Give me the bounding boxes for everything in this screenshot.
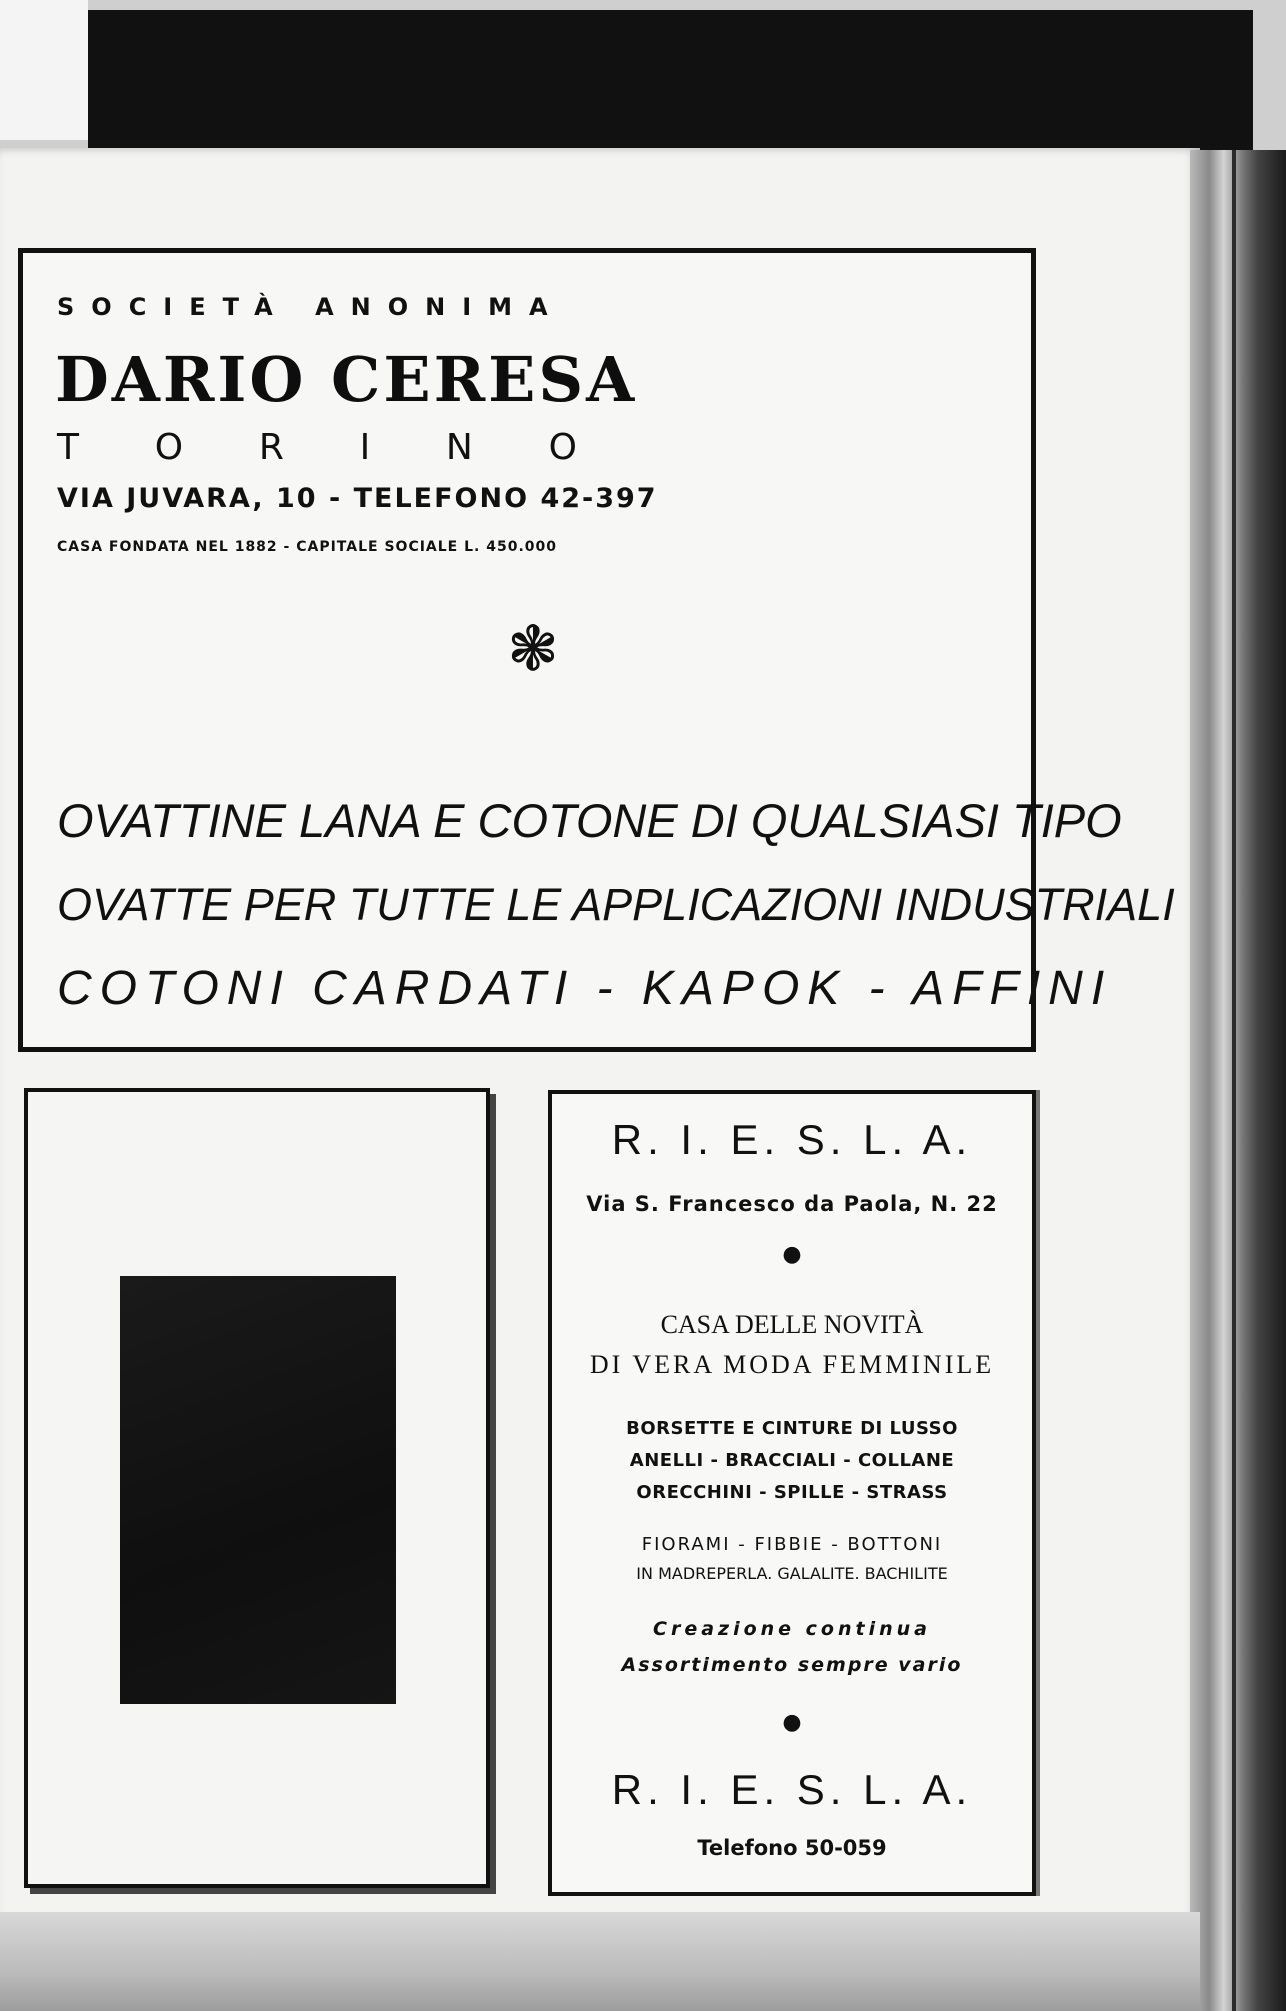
company-type: SOCIETÀ ANONIMA	[57, 293, 565, 321]
dark-photograph	[120, 1276, 396, 1704]
ad-photo-frame	[24, 1088, 490, 1888]
brand-name: DARIO CERESA	[55, 343, 638, 416]
slogan: Assortimento sempre vario	[621, 1654, 963, 1676]
book-spine	[1190, 150, 1286, 2011]
slogan: Creazione continua	[653, 1618, 931, 1640]
city-letter: T	[57, 427, 79, 468]
items-line: FIORAMI - FIBBIE - BOTTONI	[641, 1534, 943, 1555]
product-line: COTONI CARDATI - KAPOK - AFFINI	[57, 962, 1113, 1015]
product-line: OVATTE PER TUTTE LE APPLICAZIONI INDUSTRIALI	[57, 879, 1175, 930]
tagline: CASA DELLE NOVITÀ	[660, 1310, 924, 1339]
ad-dario-ceresa	[18, 248, 1175, 1052]
city-name	[57, 427, 577, 468]
items-line: ANELLI - BRACCIALI - COLLANE	[629, 1450, 955, 1471]
city-letter: R	[258, 427, 284, 468]
product-line: OVATTINE LANA E COTONE DI QUALSIASI TIPO	[57, 794, 1122, 847]
city-letter: O	[154, 427, 184, 468]
flower-ornament-icon: ❃	[507, 612, 559, 685]
spine-edge	[1232, 150, 1236, 2011]
city-letter: O	[548, 427, 577, 468]
riesla-phone: Telefono 50-059	[697, 1836, 887, 1860]
address-line: VIA JUVARA, 10 - TELEFONO 42-397	[57, 483, 658, 514]
items-line: ORECCHINI - SPILLE - STRASS	[636, 1482, 948, 1503]
scan-margin	[0, 0, 88, 140]
ad-riesla	[548, 1090, 1036, 1896]
riesla-title-bottom: R. I. E. S. L. A.	[611, 1766, 973, 1813]
items-line: BORSETTE E CINTURE DI LUSSO	[626, 1418, 958, 1439]
city-letter: I	[359, 427, 371, 468]
tagline: DI VERA MODA FEMMINILE	[589, 1350, 995, 1379]
scan-dark-band	[88, 10, 1253, 158]
bullet-icon: ●	[782, 1242, 802, 1267]
page-bottom-shadow	[0, 1912, 1200, 2011]
founded-line: CASA FONDATA NEL 1882 - CAPITALE SOCIALE L. 450.000	[57, 539, 557, 555]
city-letter: N	[445, 427, 473, 468]
bullet-icon: ●	[782, 1710, 802, 1735]
items-line: IN MADREPERLA. GALALITE. BACHILITE	[636, 1564, 948, 1583]
riesla-title: R. I. E. S. L. A.	[611, 1116, 973, 1163]
riesla-street: Via S. Francesco da Paola, N. 22	[586, 1192, 998, 1216]
